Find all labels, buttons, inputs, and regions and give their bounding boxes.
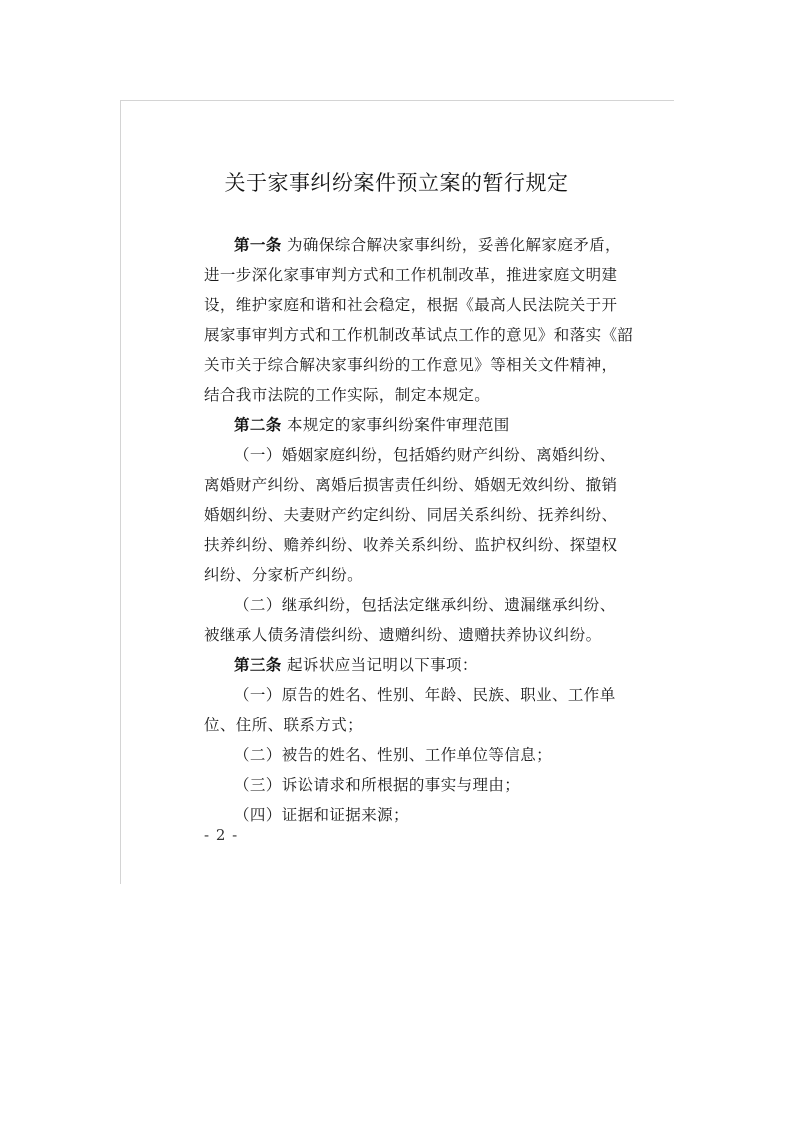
article-2-label: 第二条 (234, 416, 282, 434)
article-2-line-2: （一）婚姻家庭纠纷，包括婚约财产纠纷、离婚纠纷、 (234, 446, 616, 464)
article-2-line-5: 扶养纠纷、赡养纠纷、收养关系纠纷、监护权纠纷、探望权 (204, 536, 618, 554)
article-3-label: 第三条 (234, 656, 282, 674)
article-3-text: 起诉状应当记明以下事项： (287, 656, 478, 674)
article-2-line-3: 离婚财产纠纷、离婚后损害责任纠纷、婚姻无效纠纷、撤销 (204, 476, 618, 494)
article-1-line-2: 进一步深化家事审判方式和工作机制改革，推进家庭文明建 (204, 266, 618, 284)
article-2-line-8: 被继承人债务清偿纠纷、遗赠纠纷、遗赠扶养协议纠纷。 (204, 626, 602, 644)
article-3-line-1 (234, 652, 478, 678)
article-3-line-2: （一）原告的姓名、性别、年龄、民族、职业、工作单 (234, 686, 616, 704)
article-2-line-1 (234, 412, 510, 438)
article-2-line-4: 婚姻纠纷、夫妻财产约定纠纷、同居关系纠纷、抚养纠纷、 (204, 506, 618, 524)
article-1-line-6: 结合我市法院的工作实际，制定本规定。 (204, 386, 491, 404)
article-2-line-6: 纠纷、分家析产纠纷。 (204, 566, 364, 584)
article-3-line-4: （二）被告的姓名、性别、工作单位等信息； (234, 746, 553, 764)
article-3-line-6: （四）证据和证据来源； (234, 806, 409, 824)
article-1-text: 为确保综合解决家事纠纷，妥善化解家庭矛盾， (287, 236, 621, 254)
article-2-text: 本规定的家事纠纷案件审理范围 (287, 416, 510, 434)
article-1-line-3: 设，维护家庭和谐和社会稳定，根据《最高人民法院关于开 (204, 296, 618, 314)
page-number: - 2 - (204, 826, 239, 844)
article-1-line-1 (234, 232, 621, 258)
article-3-line-5: （三）诉讼请求和所根据的事实与理由； (234, 776, 521, 794)
article-3-line-3: 位、住所、联系方式； (204, 716, 364, 734)
article-2-line-7: （二）继承纠纷，包括法定继承纠纷、遗漏继承纠纷、 (234, 596, 616, 614)
article-1-line-5: 关市关于综合解决家事纠纷的工作意见》等相关文件精神， (204, 356, 618, 374)
document-title: 关于家事纠纷案件预立案的暂行规定 (224, 171, 569, 195)
article-1-line-4: 展家事审判方式和工作机制改革试点工作的意见》和落实《韶 (204, 326, 634, 344)
article-1-label: 第一条 (234, 236, 282, 254)
